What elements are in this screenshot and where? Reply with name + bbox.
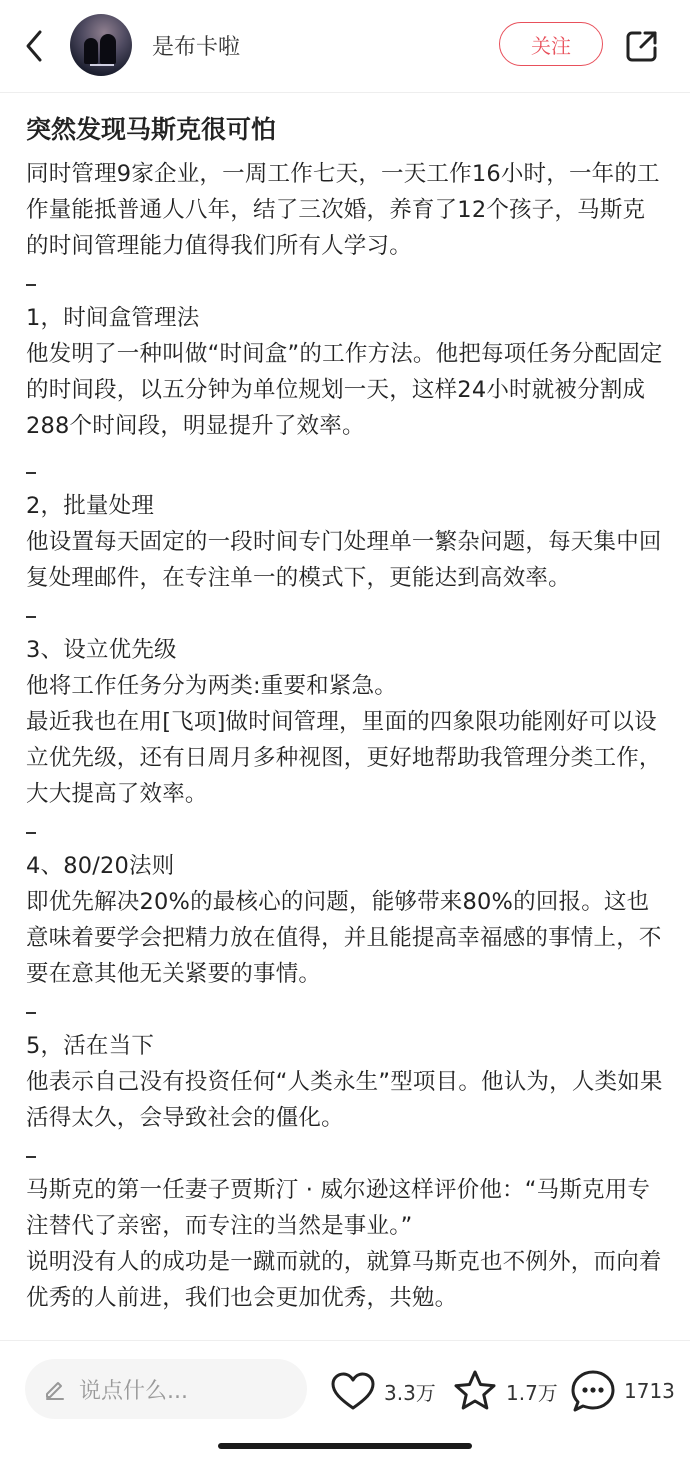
- username[interactable]: 是布卡啦: [152, 35, 241, 60]
- section-1-title: 1，时间盒管理法: [26, 305, 200, 331]
- comment-button[interactable]: [570, 1369, 675, 1413]
- heart-icon: [330, 1371, 376, 1411]
- section-3-title: 3、设立优先级: [26, 637, 177, 663]
- divider: [26, 452, 38, 488]
- post-content: [26, 108, 666, 1316]
- post-title: 突然发现马斯克很可怕: [26, 115, 277, 144]
- section-5-title: 5，活在当下: [26, 1033, 155, 1059]
- section-4-body: 即优先解决20%的最核心的问题，能够带来80%的回报。这也意味着要学会把精力放在值得，并且能提高幸福感的事情上，不要在意其他无关紧要的事情。: [26, 889, 662, 987]
- section-2-title: 2，批量处理: [26, 493, 155, 519]
- avatar[interactable]: [70, 14, 132, 76]
- divider: [26, 992, 38, 1028]
- favorite-count: 1.7万: [506, 1380, 558, 1405]
- closing-quote: 马斯克的第一任妻子贾斯汀 · 威尔逊这样评价他：“马斯克用专注替代了亲密，而专注的当然是事业。”: [26, 1177, 651, 1239]
- divider: [26, 264, 38, 300]
- section-5-body: 他表示自己没有投资任何“人类永生”型项目。他认为，人类如果活得太久，会导致社会的僵化。: [26, 1069, 663, 1131]
- pencil-icon: [43, 1377, 67, 1401]
- top-nav-bar: [0, 0, 690, 93]
- comment-bubble-icon: [570, 1369, 616, 1413]
- home-indicator[interactable]: [218, 1443, 472, 1449]
- like-button[interactable]: [330, 1369, 436, 1413]
- comment-input[interactable]: [25, 1359, 307, 1419]
- like-count: 3.3万: [384, 1380, 436, 1405]
- intro-paragraph: 同时管理9家企业，一周工作七天，一天工作16小时，一年的工作量能抵普通人八年，结了三次婚，养育了12个孩子，马斯克的时间管理能力值得我们所有人学习。: [26, 161, 660, 259]
- chevron-left-icon[interactable]: [20, 26, 50, 66]
- divider: [26, 812, 38, 848]
- follow-button[interactable]: 关注: [499, 22, 603, 66]
- comment-count: 1713: [624, 1379, 675, 1403]
- comment-placeholder: 说点什么...: [79, 1379, 188, 1404]
- section-4-title: 4、80/20法则: [26, 853, 175, 879]
- divider: [26, 1136, 38, 1172]
- divider: [26, 596, 38, 632]
- section-3-body: 他将工作任务分为两类:重要和紧急。: [26, 673, 397, 699]
- favorite-button[interactable]: [452, 1369, 558, 1413]
- closing-paragraph: 说明没有人的成功是一蹴而就的，就算马斯克也不例外，而向着优秀的人前进，我们也会更加优秀，共勉。: [26, 1249, 662, 1311]
- section-2-body: 他设置每天固定的一段时间专门处理单一繁杂问题，每天集中回复处理邮件，在专注单一的模式下，更能达到高效率。: [26, 529, 662, 591]
- section-3-body-extra: 最近我也在用[飞项]做时间管理，里面的四象限功能刚好可以设立优先级，还有日周月多种视图，更好地帮助我管理分类工作，大大提高了效率。: [26, 709, 662, 807]
- section-1-body: 他发明了一种叫做“时间盒”的工作方法。他把每项任务分配固定的时间段，以五分钟为单位规划一天，这样24小时就被分割成288个时间段，明显提升了效率。: [26, 341, 663, 439]
- star-icon: [452, 1369, 498, 1413]
- share-icon[interactable]: [624, 28, 660, 64]
